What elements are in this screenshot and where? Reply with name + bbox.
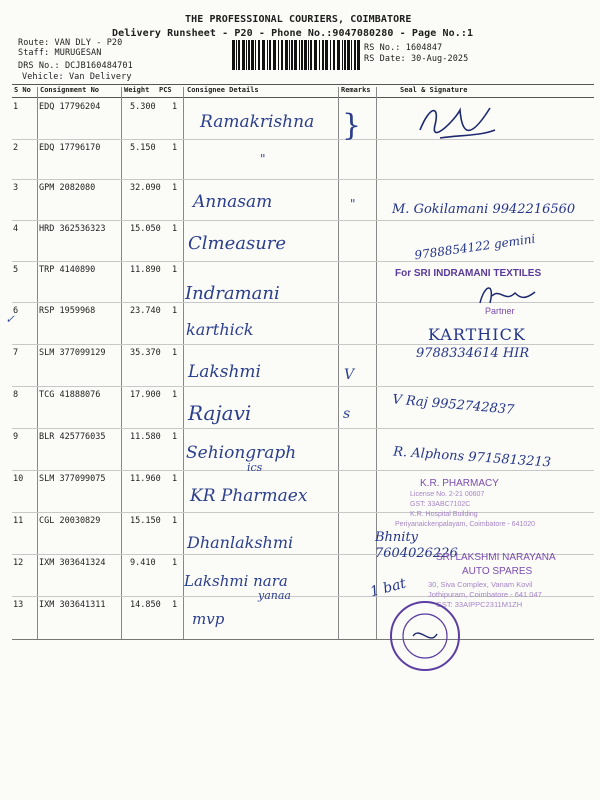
col-divider xyxy=(183,87,184,639)
row-separator xyxy=(12,470,594,471)
stamp-sln-addr: Jothipuram, Coimbatore - 641 047 xyxy=(428,590,542,599)
consignee-handwriting: karthick xyxy=(186,320,254,339)
barcode-bar xyxy=(251,40,254,70)
row-separator xyxy=(12,512,594,513)
barcode-bar xyxy=(322,40,324,70)
barcode-bar xyxy=(248,40,250,70)
barcode-bar xyxy=(246,40,247,70)
barcode-bar xyxy=(294,40,297,70)
row-separator xyxy=(12,428,594,429)
row-pcs: 1 xyxy=(172,600,178,610)
stamp-sln-name: SRI LAKSHMI NARAYANA xyxy=(436,552,556,563)
stamp-kr-line: Periyanaickenpalayam, Coimbatore - 641020 xyxy=(395,521,536,528)
barcode-bar xyxy=(242,40,245,70)
stamp-partner: Partner xyxy=(485,306,515,316)
stamp-sln-gst: GST: 33AIPPC2311M1ZH xyxy=(436,600,523,609)
remarks-handwriting: s xyxy=(343,406,351,422)
row-pcs: 1 xyxy=(172,390,178,400)
consignee-handwriting: Lakshmi xyxy=(188,362,261,382)
barcode-bar xyxy=(342,40,343,70)
consignee-handwriting-sub: yanaa xyxy=(258,589,291,602)
row-pcs: 1 xyxy=(172,102,178,112)
barcode-bar xyxy=(238,40,240,70)
consignee-handwriting: Indramani xyxy=(185,283,280,304)
row-consignment-no: GPM 2082080 xyxy=(39,183,96,193)
seal-handwriting: R. Alphons 9715813213 xyxy=(392,444,552,471)
row-separator xyxy=(12,179,594,180)
row-consignment-no: EDQ 17796170 xyxy=(39,143,101,153)
stamp-kr-line: License No. 2-21 00607 xyxy=(410,491,485,498)
col-divider xyxy=(338,87,339,639)
barcode-bar xyxy=(354,40,356,70)
barcode-bar xyxy=(291,40,293,70)
row-consignment-no: TCG 41888076 xyxy=(39,390,101,400)
row-pcs: 1 xyxy=(172,143,178,153)
barcode-bar xyxy=(325,40,328,70)
staff-label: Staff: MURUGESAN xyxy=(18,48,102,58)
row-pcs: 1 xyxy=(172,516,178,526)
barcode-bar xyxy=(236,40,237,70)
row-weight: 35.370 xyxy=(130,348,161,358)
row-pcs: 1 xyxy=(172,306,178,316)
consignee-handwriting: " xyxy=(260,152,266,166)
row-sno: 4 xyxy=(13,224,19,234)
barcode-bar xyxy=(357,40,360,70)
row-sno: 12 xyxy=(13,558,24,568)
row-pcs: 1 xyxy=(172,474,178,484)
row-sno: 7 xyxy=(13,348,19,358)
stamp-sln-addr: 30, Siva Complex, Vanam Kovil xyxy=(428,580,533,589)
barcode-icon xyxy=(232,40,360,70)
row-weight: 32.090 xyxy=(130,183,161,193)
col-pcs-header: PCS xyxy=(159,86,172,94)
row-weight: 15.050 xyxy=(130,224,161,234)
row-consignment-no: EDQ 17796204 xyxy=(39,102,101,112)
barcode-bar xyxy=(314,40,317,70)
runsheet-title: Delivery Runsheet - P20 - Phone No.:9047080280 - Page No.:1 xyxy=(112,28,474,39)
row-weight: 17.900 xyxy=(130,390,161,400)
barcode-bar xyxy=(337,40,340,70)
row-weight: 14.850 xyxy=(130,600,161,610)
signature-scribble xyxy=(400,100,510,150)
barcode-bar xyxy=(299,40,300,70)
barcode-bar xyxy=(258,40,260,70)
stamp-sln-sub: AUTO SPARES xyxy=(462,566,533,577)
seal-handwriting: V Raj 9952742837 xyxy=(391,392,515,418)
row-consignment-no: CGL 20030829 xyxy=(39,516,101,526)
stamp-kr-line: GST: 33ABC7102C xyxy=(410,501,471,508)
consignee-handwriting: KR Pharmaex xyxy=(190,486,308,506)
col-divider xyxy=(37,87,38,639)
consignee-handwriting: Dhanlakshmi xyxy=(187,533,294,552)
col-sno-header: S No xyxy=(14,86,31,94)
consignee-handwriting: Rajavi xyxy=(188,401,252,425)
barcode-bar xyxy=(281,40,283,70)
seal-handwriting: 1 bat xyxy=(368,575,408,601)
barcode-bar xyxy=(330,40,331,70)
stamp-indramani: For SRI INDRAMANI TEXTILES xyxy=(395,268,542,279)
remarks-handwriting: V xyxy=(344,367,355,383)
seal-handwriting: 9788854122 gemini xyxy=(413,231,537,263)
stamp-kr-pharmacy: K.R. PHARMACY xyxy=(420,478,499,489)
row-weight: 15.150 xyxy=(130,516,161,526)
barcode-bar xyxy=(344,40,346,70)
row-consignment-no: IXM 303641311 xyxy=(39,600,106,610)
consignee-handwriting-sub: ics xyxy=(247,461,263,474)
signature-scribble xyxy=(470,278,540,308)
row-weight: 23.740 xyxy=(130,306,161,316)
row-consignment-no: SLM 377099075 xyxy=(39,474,106,484)
row-sno: 13 xyxy=(13,600,24,610)
row-sno: 8 xyxy=(13,390,19,400)
row-pcs: 1 xyxy=(172,558,178,568)
consignee-handwriting: Lakshmi nara xyxy=(184,572,288,590)
barcode-bar xyxy=(308,40,309,70)
barcode-bar xyxy=(347,40,350,70)
vehicle-label: Vehicle: Van Delivery xyxy=(22,72,132,82)
route-label: Route: VAN DLY - P20 xyxy=(18,38,123,48)
row-sno: 9 xyxy=(13,432,19,442)
consignee-handwriting: Ramakrishna xyxy=(200,112,315,132)
row-sno: 5 xyxy=(13,265,19,275)
row-separator xyxy=(12,386,594,387)
drs-number: DRS No.: DCJB160484701 xyxy=(18,61,133,71)
remarks-handwriting: } xyxy=(342,108,362,143)
row-pcs: 1 xyxy=(172,224,178,234)
barcode-bar xyxy=(304,40,307,70)
col-consignee-header: Consignee Details xyxy=(187,86,259,94)
row-consignment-no: IXM 303641324 xyxy=(39,558,106,568)
barcode-bar xyxy=(232,40,235,70)
row-pcs: 1 xyxy=(172,432,178,442)
row-weight: 5.150 xyxy=(130,143,156,153)
row-weight: 9.410 xyxy=(130,558,156,568)
seal-handwriting: Bhnity 7604026226 xyxy=(375,530,458,561)
consignee-handwriting: Annasam xyxy=(193,192,273,212)
row-consignment-no: BLR 425776035 xyxy=(39,432,106,442)
row-consignment-no: RSP 1959968 xyxy=(39,306,96,316)
barcode-bar xyxy=(278,40,279,70)
table-top-border xyxy=(12,84,594,85)
row-pcs: 1 xyxy=(172,265,178,275)
barcode-bar xyxy=(310,40,312,70)
row-sno: 11 xyxy=(13,516,24,526)
rs-date: RS Date: 30-Aug-2025 xyxy=(364,54,469,64)
consignee-handwriting: Sehiongraph xyxy=(186,443,297,463)
barcode-bar xyxy=(289,40,290,70)
barcode-bar xyxy=(269,40,271,70)
row-consignment-no: SLM 377099129 xyxy=(39,348,106,358)
barcode-bar xyxy=(351,40,352,70)
row-weight: 5.300 xyxy=(130,102,156,112)
row-consignment-no: TRP 4140890 xyxy=(39,265,96,275)
row-sno: 2 xyxy=(13,143,19,153)
row-consignment-no: HRD 362536323 xyxy=(39,224,106,234)
barcode-bar xyxy=(255,40,256,70)
stamp-kr-line: K.R. Hospital Building xyxy=(410,511,478,518)
row-sno: 10 xyxy=(13,474,24,484)
row-pcs: 1 xyxy=(172,183,178,193)
company-name: THE PROFESSIONAL COURIERS, COIMBATORE xyxy=(185,14,412,25)
row-sno: 3 xyxy=(13,183,19,193)
barcode-bar xyxy=(262,40,265,70)
row-sno: 1 xyxy=(13,102,19,112)
col-divider xyxy=(121,87,122,639)
row-weight: 11.580 xyxy=(130,432,161,442)
barcode-bar xyxy=(273,40,276,70)
remarks-handwriting: " xyxy=(350,197,356,211)
rs-number: RS No.: 1604847 xyxy=(364,43,443,53)
table-header-border xyxy=(12,97,594,98)
col-remarks-header: Remarks xyxy=(341,86,371,94)
row-weight: 11.890 xyxy=(130,265,161,275)
barcode-bar xyxy=(301,40,303,70)
barcode-bar xyxy=(319,40,320,70)
seal-handwriting: M. Gokilamani 9942216560 xyxy=(392,202,576,217)
row-separator xyxy=(12,220,594,221)
seal-handwriting: KARTHICK xyxy=(428,325,526,344)
row-weight: 11.960 xyxy=(130,474,161,484)
table-bottom-border xyxy=(12,639,594,640)
barcode-bar xyxy=(267,40,268,70)
barcode-bar xyxy=(333,40,335,70)
row-separator xyxy=(12,261,594,262)
col-consignment-header: Consignment No xyxy=(40,86,100,94)
checkmark-icon: ✓ xyxy=(6,312,14,327)
row-sno: 6 xyxy=(13,306,19,316)
col-weight-header: Weight xyxy=(124,86,150,94)
consignee-handwriting: Clmeasure xyxy=(188,233,287,254)
barcode-bar xyxy=(285,40,288,70)
seal-handwriting: 9788334614 HIR xyxy=(416,346,530,361)
col-seal-header: Seal & Signature xyxy=(400,86,468,94)
consignee-handwriting: mvp xyxy=(192,610,225,628)
round-seal-icon xyxy=(385,596,465,676)
row-pcs: 1 xyxy=(172,348,178,358)
